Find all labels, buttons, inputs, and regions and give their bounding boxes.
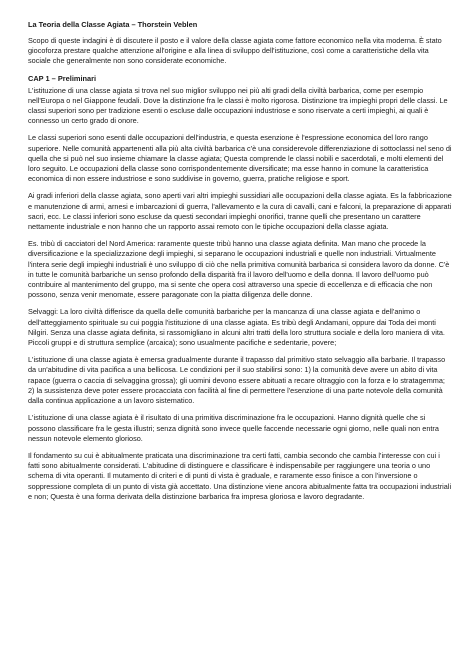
body-paragraph: L'istituzione di una classe agiata si trova nel suo miglior sviluppo nei più alti gradi della civiltà barbarica, come per esempio nell'Europa o nel Giappone feudali. Dove la distinzione fra le classi è molto rigorosa. Distinzione tra impieghi propri delle classi. Le classi superiori sono per tradizione esenti o escluse dalle occupazioni industriose e sono riservate a certi impieghi, ai quali è connesso un certo grado di onore. (28, 85, 448, 126)
body-paragraph: Es. tribù di cacciatori del Nord America: raramente queste tribù hanno una classe agiata definita. Man mano che procede la diversificazione e la specializzazione degli impieghi, si separano le occupazioni industriali e quelle non industriali. Virtualmente l'intera serie degli impieghi industriali è uno sviluppo di ciò che nella primitiva comunità barbarica si considera lavoro da donne. C'è in tutte le comunità barbariche un senso profondo della disparità fra il lavoro dell'uomo e della donna. Il lavoro dell'uomo può contribuire al mantenimento del gruppo, ma si sente che opera così attraverso una specie di eccellenza e di efficacia che non possono, senza venir menomate, essere paragonate con la piatta diligenza delle donne. (28, 239, 450, 300)
body-paragraph: Ai gradi inferiori della classe agiata, sono aperti vari altri impieghi sussidiari alle occupazioni della classe agiata. Es la fabbricazione e manutenzione di armi, arnesi e imbarcazioni di guerra, l'allevamento e la cura di cavalli, cani e falconi, la preparazione di apparati sacri, ecc. Le classi inferiori sono escluse da questi secondari impieghi onorifici, tranne quelli che presentano un carattere nettamente industriale e non hanno che un rapporto assai remoto con le tipiche occupazioni della classe agiata. (28, 191, 452, 232)
body-paragraph: L'istituzione di una classe agiata è emersa gradualmente durante il trapasso dal primitivo stato selvaggio alla barbarie. Il trapasso da un'abitudine di vita pacifica a una bellicosa. Le condizioni per il suo stabilirsi sono: 1) la comunità deve avere un abito di vita rapace (guerra o caccia di selvaggina grossa); gli uomini devono essere abituati a recare oltraggio con la forza e lo stratagemma; 2) la sussistenza deve poter essere procacciata con facilità al fine di permettere l'esenzione di una parte notevole della comunità dalla continua applicazione a un lavoro sistematico. (28, 355, 446, 406)
chapter-heading: CAP 1 – Preliminari (28, 73, 97, 83)
document-title: La Teoria della Classe Agiata – Thorstein Veblen (28, 20, 198, 29)
body-paragraph: Il fondamento su cui è abitualmente praticata una discriminazione tra certi fatti, cambia secondo che cambia l'interesse con cui i fatti sono abitualmente considerati. L'abitudine di distinguere e classificare è indispensabile per raggiungere una teoria o uno schema di vita operanti. Il mutamento di criteri e di punti di vista è graduale, e raramente esso finisce a con l'inversione o soppressione completa di un punto di vista già accettato. Una distinzione viene ancora abitualmente fatta tra occupazioni industriali e non; Questa è una forma derivata della distinzione barbarica fra impresa gloriosa e lavoro degradante. (28, 450, 452, 501)
body-paragraph: Le classi superiori sono esenti dalle occupazioni dell'industria, e questa esenzione è l'espressione economica del loro rango superiore. Nelle comunità appartenenti alla più alta civiltà barbarica c'è una considerevole differenziazione di sottoclassi nel seno di quella che si può nel suo insieme chiamare la classe agiata; Questa comprende le classi nobili e sacerdotali, e molti elementi del loro seguito. Le occupazioni della classe sono corrispondentemente diversificate; ma esse hanno in comune la caratteristica economica di non essere industriose e sono suddivise in governo, guerra, pratiche religiose e sport. (28, 133, 452, 184)
intro-paragraph: Scopo di queste indagini è di discutere il posto e il valore della classe agiata come fattore economico nella vita moderna. È stato giocoforza prestare qualche attenzione all'origine e alla linea di sviluppo dell'istituzione, così come a caratteristiche della vita sociale che generalmente non sono considerate economiche. (28, 36, 442, 66)
body-paragraph: Selvaggi: La loro civiltà differisce da quella delle comunità barbariche per la mancanza di una classe agiata e dell'animo o dell'atteggiamento spirituale su cui poggia l'istituzione di una classe agiata. Es tribù degli Andamani, oppure dai Toda dei monti Nilgiri. Senza una classe agiata definita, si rassomigliano in alcuni altri tratti della loro struttura sociale e della loro maniera di vita. Piccoli gruppi e di struttura semplice (arcaica); sono usualmente pacifiche e sedentarie, povere; (28, 307, 445, 348)
body-paragraph: L'istituzione di una classe agiata è il risultato di una primitiva discriminazione fra le occupazioni. Hanno dignità quelle che si possono classificare fra le gesta illustri; senza dignità sono invece quelle faccende necessarie ogni giorno, nelle quali non entra nessun notevole elemento glorioso. (28, 413, 439, 443)
